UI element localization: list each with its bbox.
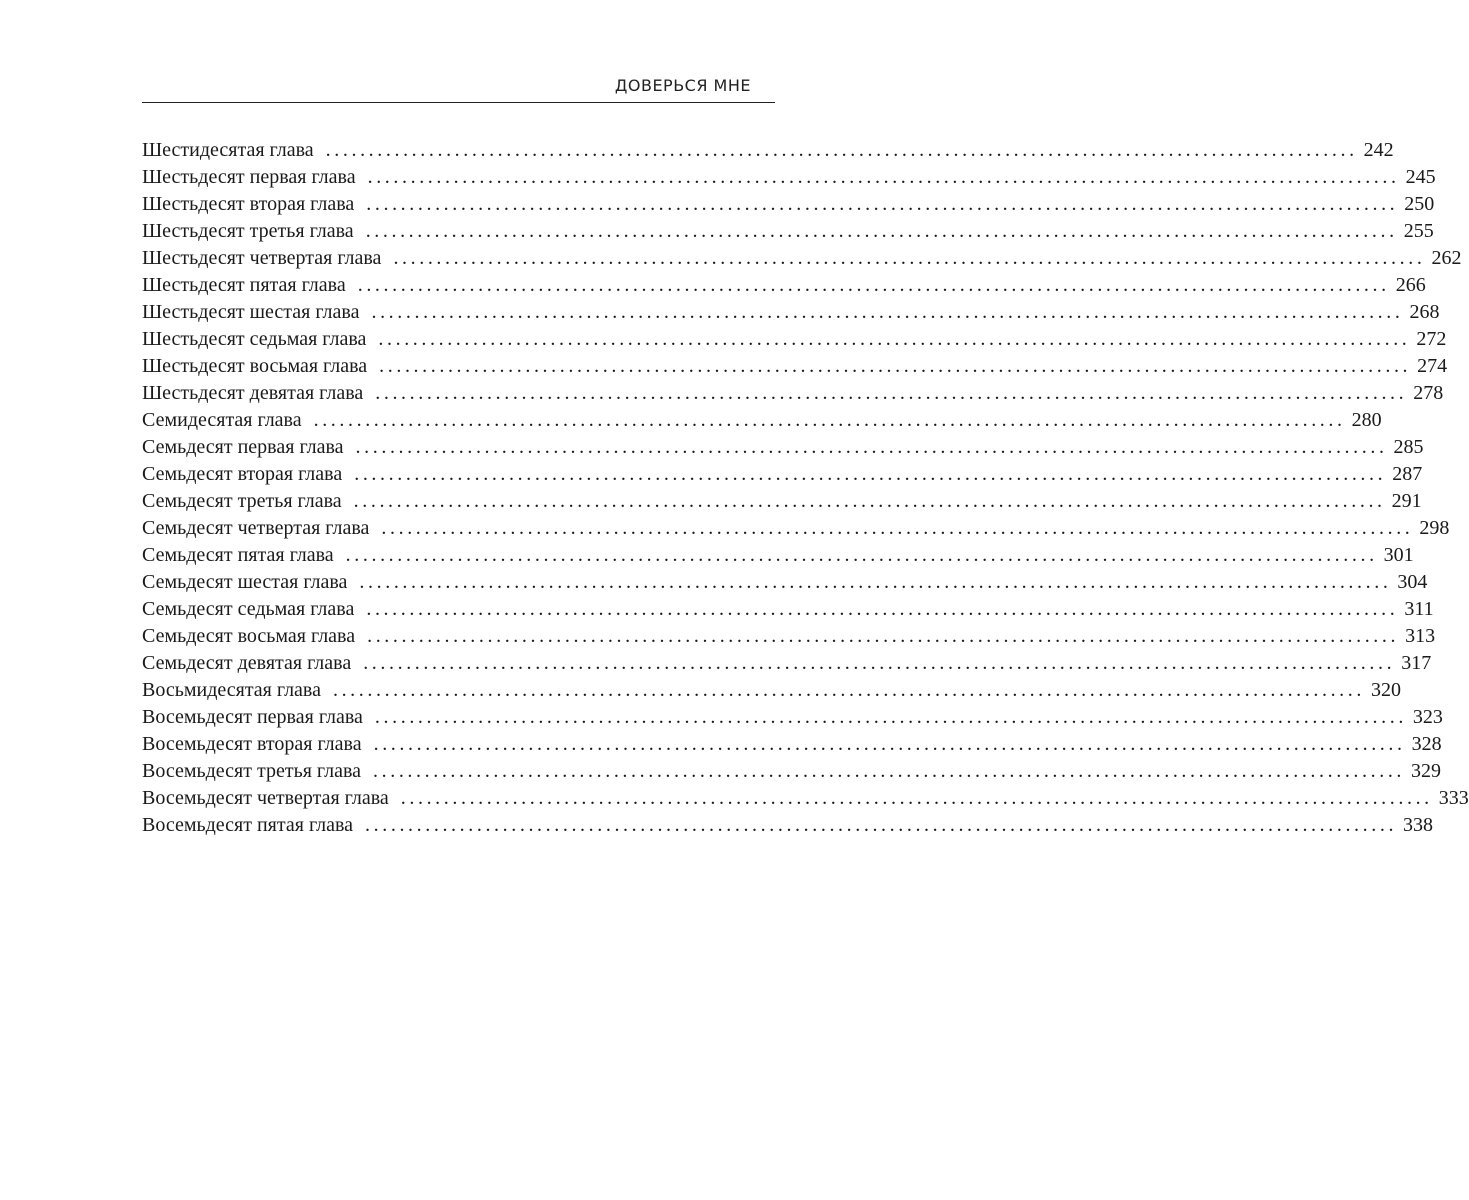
toc-entry-page: 333 <box>1438 787 1469 809</box>
toc-entry-title: Семьдесят третья глава <box>142 490 342 512</box>
toc-entry-page: 266 <box>1395 274 1426 296</box>
toc-entry-page: 328 <box>1411 733 1442 755</box>
toc-dot-leader: ........................................................................................................................ <box>373 760 1406 782</box>
toc-entry-title: Шестьдесят восьмая глава <box>142 355 368 377</box>
toc-dot-leader: ........................................................................................................................ <box>366 193 1399 215</box>
toc-entry-page: 287 <box>1392 463 1423 485</box>
toc-dot-leader: ........................................................................................................................ <box>366 598 1399 620</box>
toc-entry <box>142 679 1401 706</box>
toc-dot-leader: ........................................................................................................................ <box>313 409 1346 431</box>
toc-entry <box>142 517 1450 544</box>
toc-entry-page: 278 <box>1413 382 1444 404</box>
toc-entry-title: Семьдесят седьмая глава <box>142 598 355 620</box>
toc-entry <box>142 409 1382 436</box>
toc-dot-leader: ........................................................................................................................ <box>357 274 1390 296</box>
running-header <box>142 76 775 103</box>
table-of-contents <box>142 139 1469 841</box>
toc-dot-leader: ........................................................................................................................ <box>365 220 1398 242</box>
toc-entry-page: 298 <box>1419 517 1450 539</box>
toc-entry <box>142 598 1434 625</box>
toc-dot-leader: ........................................................................................................................ <box>354 463 1387 485</box>
toc-dot-leader: ........................................................................................................................ <box>393 247 1426 269</box>
toc-dot-leader: ........................................................................................................................ <box>353 490 1386 512</box>
toc-entry <box>142 814 1434 841</box>
toc-entry-page: 320 <box>1370 679 1401 701</box>
toc-entry-page: 304 <box>1397 571 1428 593</box>
toc-entry <box>142 166 1436 193</box>
toc-entry-title: Шестьдесят четвертая глава <box>142 247 382 269</box>
toc-entry-title: Шестьдесят шестая глава <box>142 301 360 323</box>
toc-entry-page: 338 <box>1403 814 1434 836</box>
toc-entry <box>142 463 1423 490</box>
toc-entry <box>142 625 1436 652</box>
toc-entry <box>142 328 1447 355</box>
toc-dot-leader: ........................................................................................................................ <box>359 571 1392 593</box>
toc-entry <box>142 787 1469 814</box>
toc-entry-page: 280 <box>1351 409 1382 431</box>
toc-entry-page: 317 <box>1401 652 1432 674</box>
toc-entry-title: Семьдесят первая глава <box>142 436 344 458</box>
toc-entry <box>142 274 1426 301</box>
toc-entry-page: 285 <box>1393 436 1424 458</box>
toc-dot-leader: ........................................................................................................................ <box>378 328 1411 350</box>
toc-entry-title: Шестьдесят вторая глава <box>142 193 355 215</box>
toc-dot-leader: ........................................................................................................................ <box>381 517 1414 539</box>
toc-entry-title: Восемьдесят первая глава <box>142 706 363 728</box>
toc-entry-page: 272 <box>1416 328 1447 350</box>
toc-entry-title: Шестьдесят пятая глава <box>142 274 346 296</box>
toc-dot-leader: ........................................................................................................................ <box>325 139 1358 161</box>
toc-entry-title: Семьдесят четвертая глава <box>142 517 370 539</box>
toc-dot-leader: ........................................................................................................................ <box>363 652 1396 674</box>
toc-entry-title: Шестьдесят первая глава <box>142 166 356 188</box>
toc-dot-leader: ........................................................................................................................ <box>373 733 1406 755</box>
toc-dot-leader: ........................................................................................................................ <box>371 301 1404 323</box>
toc-entry <box>142 490 1422 517</box>
toc-dot-leader: ........................................................................................................................ <box>400 787 1433 809</box>
toc-entry-page: 291 <box>1391 490 1422 512</box>
toc-entry-title: Семьдесят пятая глава <box>142 544 334 566</box>
toc-entry-title: Шестидесятая глава <box>142 139 314 161</box>
toc-dot-leader: ........................................................................................................................ <box>367 625 1400 647</box>
toc-entry <box>142 544 1414 571</box>
toc-entry-page: 329 <box>1411 760 1442 782</box>
toc-entry-title: Шестьдесят третья глава <box>142 220 354 242</box>
toc-entry-page: 250 <box>1404 193 1435 215</box>
toc-entry-title: Восьмидесятая глава <box>142 679 321 701</box>
toc-entry <box>142 139 1394 166</box>
toc-entry-page: 274 <box>1417 355 1448 377</box>
toc-entry-title: Шестьдесят седьмая глава <box>142 328 367 350</box>
toc-entry <box>142 733 1442 760</box>
toc-entry <box>142 193 1435 220</box>
toc-entry-title: Восемьдесят пятая глава <box>142 814 354 836</box>
toc-entry <box>142 706 1443 733</box>
toc-dot-leader: ........................................................................................................................ <box>355 436 1388 458</box>
toc-entry <box>142 355 1448 382</box>
toc-entry-title: Семьдесят восьмая глава <box>142 625 356 647</box>
toc-entry <box>142 247 1462 274</box>
toc-entry-page: 242 <box>1363 139 1394 161</box>
toc-entry-title: Семидесятая глава <box>142 409 302 431</box>
toc-entry <box>142 436 1424 463</box>
toc-dot-leader: ........................................................................................................................ <box>367 166 1400 188</box>
toc-entry-title: Семьдесят шестая глава <box>142 571 348 593</box>
toc-entry-title: Шестьдесят девятая глава <box>142 382 364 404</box>
toc-entry-page: 311 <box>1404 598 1434 620</box>
toc-entry-title: Семьдесят девятая глава <box>142 652 352 674</box>
toc-dot-leader: ........................................................................................................................ <box>332 679 1365 701</box>
toc-entry <box>142 382 1444 409</box>
toc-dot-leader: ........................................................................................................................ <box>374 706 1407 728</box>
toc-entry <box>142 760 1442 787</box>
toc-entry-page: 301 <box>1383 544 1414 566</box>
toc-entry-page: 323 <box>1412 706 1443 728</box>
toc-entry-page: 255 <box>1403 220 1434 242</box>
toc-entry <box>142 220 1434 247</box>
toc-entry-page: 245 <box>1405 166 1436 188</box>
toc-entry-title: Восемьдесят третья глава <box>142 760 362 782</box>
toc-entry-page: 268 <box>1409 301 1440 323</box>
toc-dot-leader: ........................................................................................................................ <box>345 544 1378 566</box>
toc-entry <box>142 652 1432 679</box>
toc-dot-leader: ........................................................................................................................ <box>375 382 1408 404</box>
toc-entry-title: Восемьдесят четвертая глава <box>142 787 389 809</box>
toc-entry-page: 262 <box>1431 247 1462 269</box>
toc-dot-leader: ........................................................................................................................ <box>365 814 1398 836</box>
running-title: ДОВЕРЬСЯ МНЕ <box>614 76 751 95</box>
toc-dot-leader: ........................................................................................................................ <box>379 355 1412 377</box>
toc-entry-page: 313 <box>1405 625 1436 647</box>
toc-entry <box>142 571 1428 598</box>
toc-entry-title: Восемьдесят вторая глава <box>142 733 362 755</box>
toc-entry <box>142 301 1440 328</box>
toc-entry-title: Семьдесят вторая глава <box>142 463 343 485</box>
